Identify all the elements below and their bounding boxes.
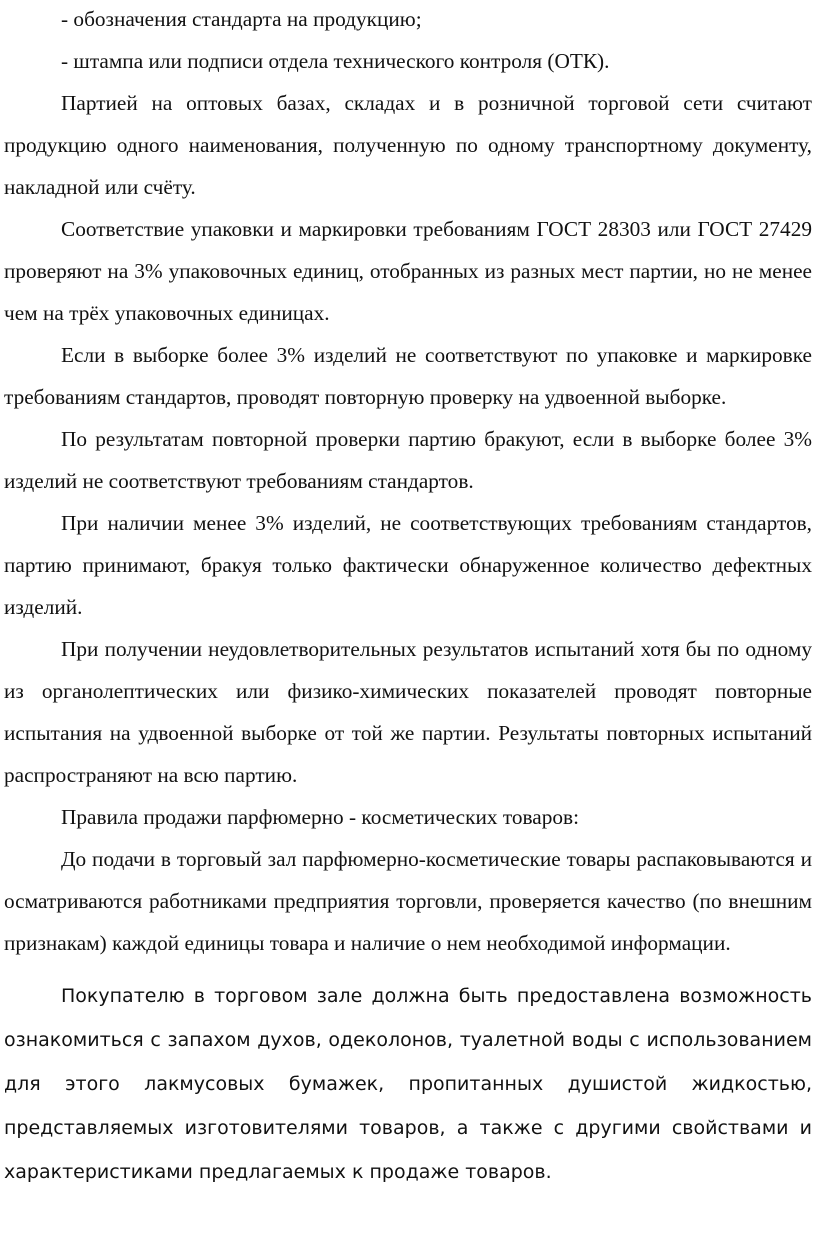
- list-item-standard-designation: - обозначения стандарта на продукцию;: [61, 7, 422, 31]
- document-body-sans: [4, 974, 812, 1194]
- paragraph-repeat-check: Если в выборке более 3% изделий не соответствуют по упаковке и маркировке требованиям стандартов, проводят повторную проверку на удвоенной выборке.: [4, 343, 812, 409]
- paragraph-batch-reject: По результатам повторной проверки партию бракуют, если в выборке более 3% изделий не соответствуют требованиям стандартов.: [4, 427, 812, 493]
- document-body: [4, 0, 812, 964]
- section-heading-sales-rules: Правила продажи парфюмерно - косметических товаров:: [61, 805, 579, 829]
- paragraph-packaging-check: Соответствие упаковки и маркировки требованиям ГОСТ 28303 или ГОСТ 27429 проверяют на 3% упаковочных единиц, отобранных из разных мест партии, но не менее чем на трёх упаковочных единицах.: [4, 217, 812, 325]
- paragraph-unpacking: До подачи в торговый зал парфюмерно-косметические товары распаковываются и осматриваются работниками предприятия торговли, проверяется качество (по внешним признакам) каждой единицы товара и наличие о нем необходимой информации.: [4, 847, 812, 955]
- list-item-otk-stamp: - штампа или подписи отдела технического контроля (ОТК).: [61, 49, 610, 73]
- paragraph-repeat-tests: При получении неудовлетворительных результатов испытаний хотя бы по одному из органолептических или физико-химических показателей проводят повторные испытания на удвоенной выборке от той же партии. Результаты повторных испытаний распространяют на всю партию.: [4, 637, 812, 787]
- paragraph-batch-definition: Партией на оптовых базах, складах и в розничной торговой сети считают продукцию одного наименования, полученную по одному транспортному документу, накладной или счёту.: [4, 91, 812, 199]
- paragraph-batch-accept: При наличии менее 3% изделий, не соответствующих требованиям стандартов, партию принимают, бракуя только фактически обнаруженное количество дефектных изделий.: [4, 511, 812, 619]
- paragraph-customer-scent: Покупателю в торговом зале должна быть предоставлена возможность ознакомиться с запахом духов, одеколонов, туалетной воды с использованием для этого лакмусовых бумажек, пропитанных душистой жидкостью, представляемых изготовителями товаров, а также с другими свойствами и характеристиками предлагаемых к продаже товаров.: [4, 985, 812, 1183]
